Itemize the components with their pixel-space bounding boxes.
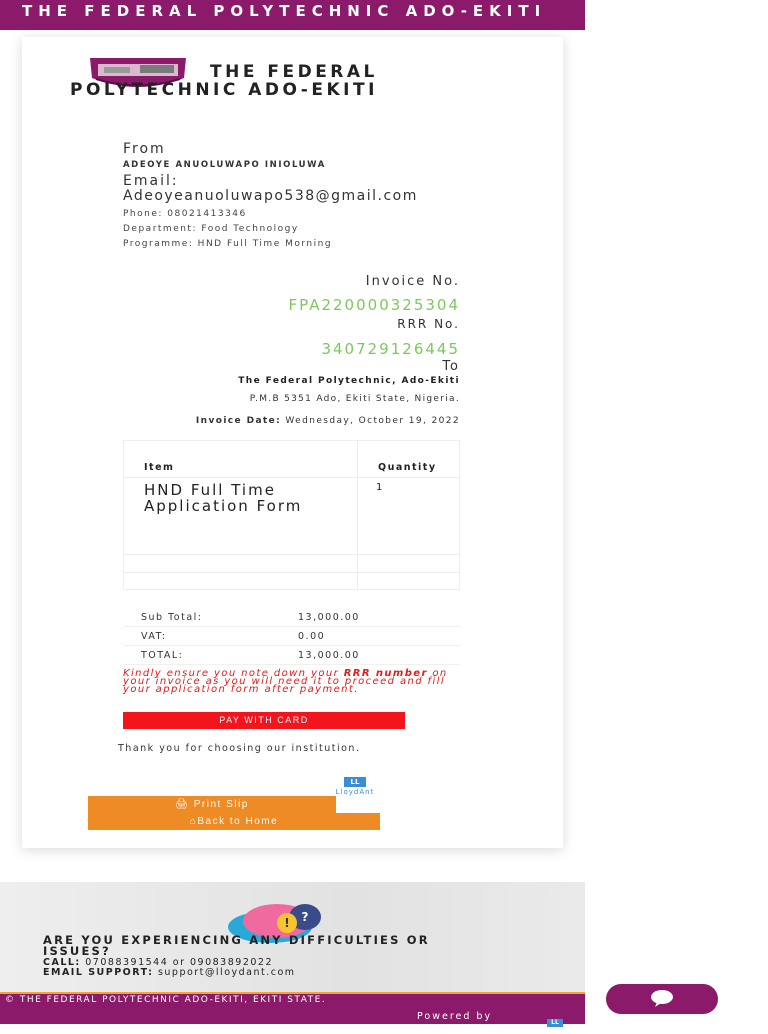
help-email	[43, 967, 296, 978]
subtotal-value: 13,000.00	[298, 611, 360, 623]
help-title: ARE YOU EXPERIENCING ANY DIFFICULTIES OR ISSUES?	[43, 933, 430, 958]
column-header-item: Item	[124, 441, 358, 478]
phone: Phone: 08021413346	[123, 209, 247, 219]
total-row	[123, 646, 460, 665]
home-icon: ⌂	[189, 816, 198, 827]
school-title	[70, 63, 500, 99]
school-title-line1: THE FEDERAL	[210, 62, 378, 82]
powered-by-logo-mark: LL	[547, 1019, 563, 1027]
invoice-date-value: Wednesday, October 19, 2022	[285, 416, 460, 426]
footer-bar	[0, 992, 585, 1034]
table-row	[124, 478, 460, 555]
total-value: 13,000.00	[298, 649, 360, 661]
items-table	[123, 440, 460, 590]
back-to-home-label: Back to Home	[197, 816, 279, 827]
print-icon: 🖨	[175, 799, 190, 810]
help-call-numbers[interactable]: 07088391544 or 09083892022	[85, 957, 273, 968]
school-title-line2: POLYTECHNIC ADO-EKITI	[70, 80, 378, 100]
invoice-date-label: Invoice Date:	[195, 416, 282, 426]
notice-text-start: Kindly ensure you note down your	[123, 668, 340, 679]
thank-you-text: Thank you for choosing our institution.	[118, 743, 361, 754]
notice-text-end: on your invoice as you will need it to proceed and fill your application form after payment.	[123, 668, 448, 695]
totals	[123, 608, 460, 665]
from-label: From	[123, 141, 166, 157]
item-description: HND Full Time Application Form	[124, 478, 358, 555]
to-address: P.M.B 5351 Ado, Ekiti State, Nigeria.	[249, 394, 460, 404]
print-slip-label: Print Slip	[193, 799, 249, 810]
invoice-no-label: Invoice No.	[365, 274, 460, 289]
to-label: To	[442, 359, 460, 374]
powered-by-logo-text: LloydAnt	[544, 1028, 566, 1034]
rrr-notice	[123, 670, 458, 694]
column-header-quantity: Quantity	[358, 441, 460, 478]
email-label: Email:	[123, 173, 179, 189]
table-row-empty	[124, 555, 460, 573]
svg-text:?: ?	[301, 910, 309, 924]
rrr-no-label: RRR No.	[397, 317, 460, 331]
back-to-home-button[interactable]	[88, 813, 380, 830]
lloydant-logo-text: LloydAnt	[335, 788, 375, 796]
lloydant-logo-mark: LL	[344, 777, 366, 787]
invoice-date	[160, 417, 460, 426]
notice-strong: RRR number	[343, 668, 428, 679]
table-row-empty	[124, 573, 460, 590]
chat-button[interactable]	[606, 984, 718, 1014]
total-label: TOTAL:	[141, 649, 184, 661]
subtotal-row	[123, 608, 460, 627]
department: Department: Food Technology	[123, 224, 299, 234]
vat-label: VAT:	[141, 630, 167, 642]
vat-value: 0.00	[298, 630, 326, 642]
help-section	[0, 882, 585, 992]
help-call-label: CALL:	[43, 957, 81, 968]
help-email-address[interactable]: support@lloydant.com	[157, 967, 296, 978]
programme: Programme: HND Full Time Morning	[123, 239, 333, 249]
to-name: The Federal Polytechnic, Ado-Ekiti	[238, 376, 460, 386]
email-value: Adeoyeanuoluwapo538@gmail.com	[123, 188, 418, 204]
vat-row	[123, 627, 460, 646]
print-slip-button[interactable]	[88, 796, 336, 814]
invoice-no: FPA220000325304	[288, 296, 460, 314]
top-banner: THE FEDERAL POLYTECHNIC ADO-EKITI	[0, 0, 585, 30]
invoice-card	[22, 37, 563, 848]
copyright: © THE FEDERAL POLYTECHNIC ADO-EKITI, EKITI STATE.	[5, 995, 327, 1005]
rrr-no: 340729126445	[321, 340, 460, 358]
powered-by: Powered by	[417, 1011, 493, 1022]
help-email-label: EMAIL SUPPORT:	[43, 967, 154, 978]
subtotal-label: Sub Total:	[141, 611, 203, 623]
pay-with-card-button[interactable]: PAY WITH CARD	[123, 712, 405, 729]
student-name: ADEOYE ANUOLUWAPO INIOLUWA	[123, 160, 326, 170]
item-quantity: 1	[358, 478, 460, 555]
svg-text:!: !	[284, 916, 290, 930]
powered-by-logo[interactable]	[537, 1009, 573, 1034]
from-block	[123, 141, 563, 249]
lloydant-logo	[319, 769, 391, 796]
chat-bubble-icon	[647, 988, 677, 1008]
